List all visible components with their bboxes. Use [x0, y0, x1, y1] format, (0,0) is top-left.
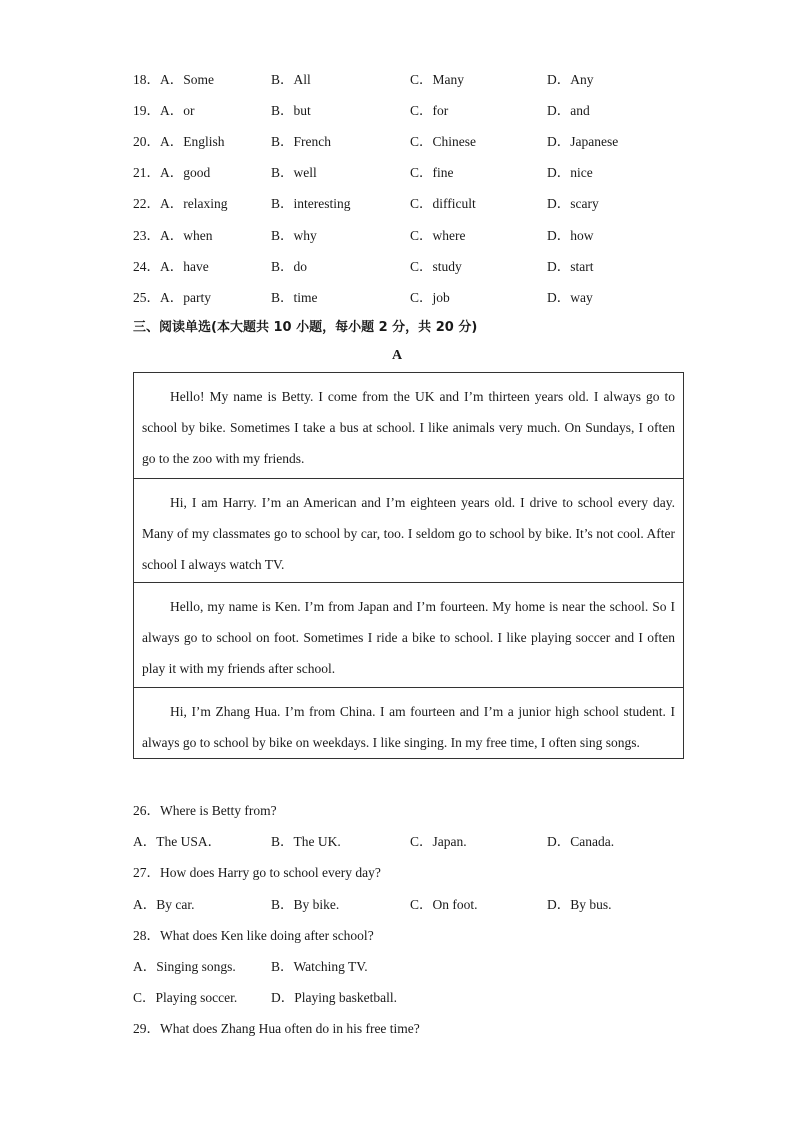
option-a: A．when — [160, 228, 213, 243]
option-b: B．time — [271, 290, 318, 305]
question-number: 24． — [133, 259, 160, 274]
passage-text: Hello! My name is Betty. I come from the UK and I’m thirteen years old. I always go to school by bike. Sometimes I take a bus at school. I like animals very much. On Sundays, I often go to the zoo with my friends. — [142, 389, 675, 466]
option-c: C．difficult — [410, 196, 476, 211]
question-28: 28．What does Ken like doing after school? — [133, 928, 374, 943]
option-a: A．Some — [160, 72, 214, 87]
option-b: B．interesting — [271, 196, 351, 211]
option-a: A．relaxing — [160, 196, 228, 211]
question-number: 20． — [133, 134, 160, 149]
choice-row — [133, 255, 693, 275]
option-d: D．nice — [547, 165, 593, 180]
option-b: B．well — [271, 165, 317, 180]
question-number: 25． — [133, 290, 160, 305]
option-c: C．Chinese — [410, 134, 476, 149]
choice-row — [133, 286, 693, 306]
option-d: D．scary — [547, 196, 599, 211]
question-number: 23． — [133, 228, 160, 243]
question-number: 18． — [133, 72, 160, 87]
passage-text: Hi, I’m Zhang Hua. I’m from China. I am fourteen and I’m a junior high school student. I always go to school by bike on weekdays. I like singing. In my free time, I often sing songs. — [142, 704, 675, 750]
answer-row-28a — [133, 955, 693, 975]
option-b: B．why — [271, 228, 317, 243]
option-d: D．Any — [547, 72, 594, 87]
option-c: C．job — [410, 290, 450, 305]
option-d: D．and — [547, 103, 590, 118]
answer-row-28b — [133, 986, 693, 1006]
option-b: B．By bike. — [271, 897, 340, 912]
choice-row — [133, 224, 693, 244]
option-d: D．how — [547, 228, 594, 243]
passage-label: A — [391, 348, 403, 363]
question-26: 26．Where is Betty from? — [133, 803, 277, 818]
option-a: A．Singing songs. — [133, 959, 236, 974]
passage-cell-betty — [134, 373, 683, 478]
option-b: B．The UK. — [271, 834, 341, 849]
option-c: C．Playing soccer. — [133, 990, 238, 1005]
option-d: D．way — [547, 290, 593, 305]
choice-row — [133, 192, 693, 212]
option-a: A．good — [160, 165, 211, 180]
option-d: D．By bus. — [547, 897, 612, 912]
option-a: A．By car. — [133, 897, 195, 912]
passage-cell-ken — [134, 582, 683, 687]
option-c: C．for — [410, 103, 449, 118]
option-b: B．All — [271, 72, 311, 87]
question-number: 22． — [133, 196, 160, 211]
answer-row-27 — [133, 893, 693, 913]
option-c: C．where — [410, 228, 466, 243]
option-c: C．On foot. — [410, 897, 478, 912]
answer-row-26 — [133, 830, 693, 850]
question-number: 21． — [133, 165, 160, 180]
question-number: 19． — [133, 103, 160, 118]
option-b: B．Watching TV. — [271, 959, 368, 974]
question-27: 27．How does Harry go to school every day? — [133, 865, 381, 880]
passage-text: Hello, my name is Ken. I’m from Japan and I’m fourteen. My home is near the school. So I always go to school on foot. Sometimes I ride a bike to school. I like playing soccer and I often play it with my friends after school. — [142, 599, 675, 676]
choice-row — [133, 161, 693, 181]
passage-text: Hi, I am Harry. I’m an American and I’m eighteen years old. I drive to school every day. Many of my classmates go to school by car, too. I seldom go to school by bike. It’s not cool. After school I always watch TV. — [142, 495, 675, 572]
option-d: D．start — [547, 259, 594, 274]
option-b: B．do — [271, 259, 308, 274]
passage-table — [133, 372, 684, 759]
passage-cell-harry — [134, 478, 683, 582]
option-b: B．French — [271, 134, 331, 149]
question-29: 29．What does Zhang Hua often do in his free time? — [133, 1021, 420, 1036]
option-d: D．Japanese — [547, 134, 619, 149]
section-heading: 三、阅读单选(本大题共 10 小题，每小题 2 分，共 20 分) — [133, 320, 478, 335]
choice-row — [133, 99, 693, 119]
option-d: D．Canada. — [547, 834, 615, 849]
option-a: A．English — [160, 134, 225, 149]
option-a: A．The USA． — [133, 834, 222, 849]
option-d: D．Playing basketball. — [271, 990, 397, 1005]
option-a: A．have — [160, 259, 209, 274]
option-b: B．but — [271, 103, 311, 118]
option-c: C．Many — [410, 72, 464, 87]
choice-row — [133, 68, 693, 88]
option-c: C．study — [410, 259, 462, 274]
option-a: A．party — [160, 290, 211, 305]
option-c: C．Japan. — [410, 834, 467, 849]
choice-row — [133, 130, 693, 150]
option-c: C．fine — [410, 165, 454, 180]
option-a: A．or — [160, 103, 195, 118]
passage-cell-zhang-hua — [134, 687, 683, 758]
